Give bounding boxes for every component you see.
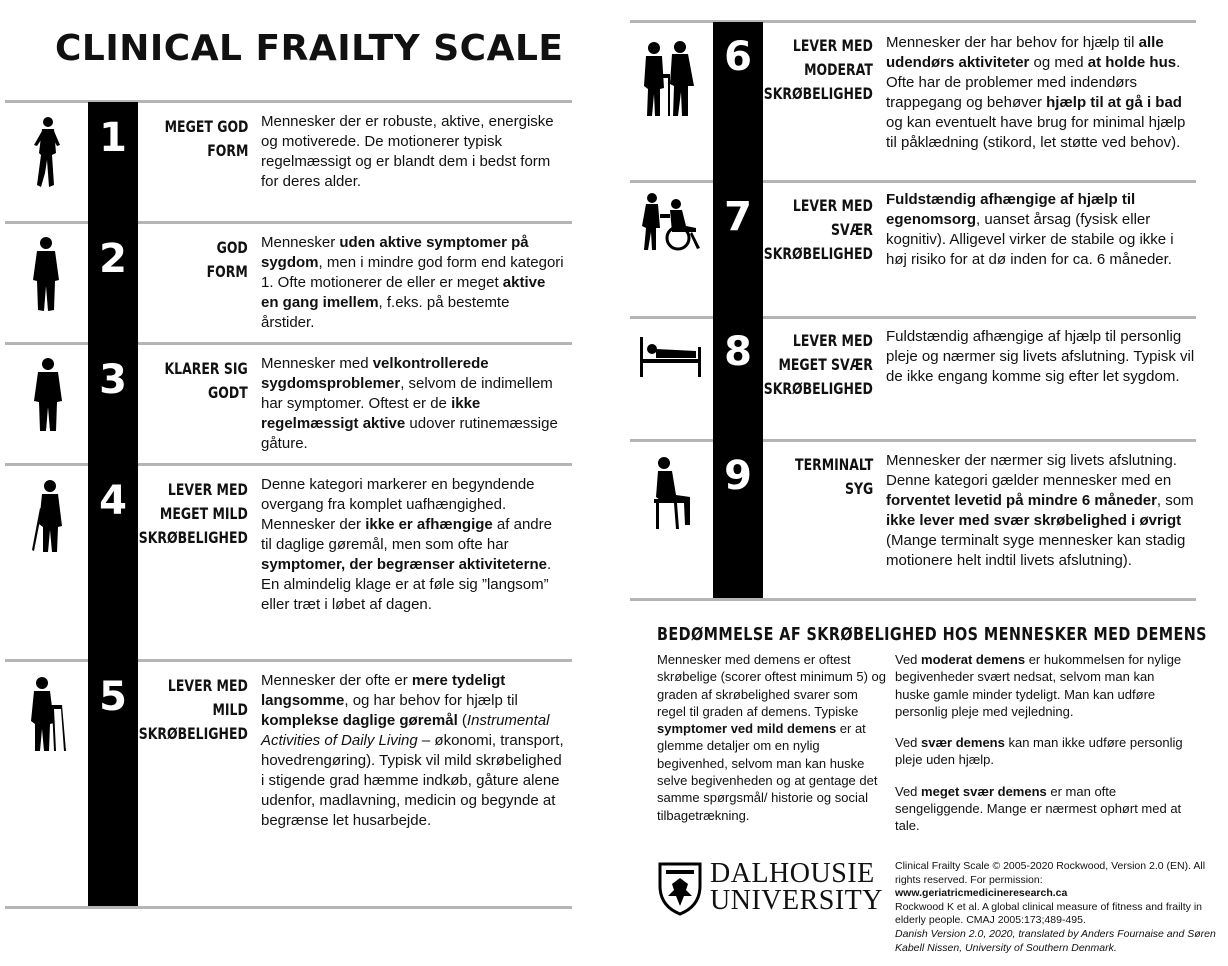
text-segment: Ved bbox=[895, 783, 922, 799]
level-label-line: LEVER MED bbox=[793, 196, 873, 215]
standing-person-icon bbox=[28, 236, 64, 314]
level-description-2 bbox=[261, 233, 566, 333]
text-segment: ( bbox=[457, 712, 467, 729]
text-segment: Ved bbox=[895, 735, 922, 751]
level-label-line: MODERAT bbox=[804, 60, 873, 79]
level-label-5 bbox=[139, 674, 248, 746]
level-label-4 bbox=[139, 478, 248, 550]
level-label-line: MILD bbox=[212, 700, 248, 719]
logo-line-1: DALHOUSIE bbox=[710, 858, 875, 889]
text-segment: Ved bbox=[895, 652, 922, 667]
text-segment: svær demens bbox=[921, 735, 1005, 751]
level-label-line: SKRØBELIGHED bbox=[763, 84, 873, 103]
text-segment: er hukommelsen for nylige begivenheder svært nedsat, selvom man kan huske gamle minder tydeligt. Man kan udføre personlig pleje med vejledning. bbox=[895, 652, 1182, 719]
text-segment: , uanset årsag (fysisk eller kognitiv). Alligevel virker de stabile og ikke i høj risiko for at dø inden for ca. 6 måneder. bbox=[886, 211, 1174, 268]
text-segment: Danish Version 2.0, 2020, translated by Anders Fournaise and Søren Kabell Nissen, University of Southern Denmark. bbox=[895, 927, 1216, 954]
dementia-right-column bbox=[895, 651, 1185, 849]
paragraph bbox=[895, 783, 1185, 835]
text-segment: kan man ikke udføre personlig pleje uden hjælp. bbox=[895, 735, 1183, 768]
credit-line bbox=[895, 901, 1220, 928]
text-segment: Mennesker der nærmer sig livets afslutning. Denne kategori gælder mennesker med en bbox=[886, 452, 1177, 489]
credit-line bbox=[895, 887, 1220, 901]
level-description-8 bbox=[886, 327, 1196, 387]
person-with-cane-icon bbox=[28, 478, 68, 554]
text-segment: Mennesker der har behov for hjælp til bbox=[886, 34, 1139, 51]
dementia-left-column bbox=[657, 651, 887, 838]
dalhousie-crest-icon bbox=[656, 860, 704, 916]
paragraph bbox=[895, 651, 1185, 720]
text-segment: uden aktive symptomer på sygdom bbox=[261, 234, 529, 271]
text-segment: Mennesker med demens er oftest skrøbelige (scorer oftest minimum 5) og graden af skrøbelighed svarer som regel til graden af demens. Typiske bbox=[657, 652, 887, 719]
fit-walker-icon bbox=[30, 115, 64, 190]
text-segment: ikke regelmæssigt aktive bbox=[261, 395, 481, 432]
text-segment: og kan eventuelt have brug for minimal hjælp til påklædning (stikord, let støtte ved behov). bbox=[886, 114, 1186, 151]
text-segment: , selvom de indimellem har symptomer. Oftest er de bbox=[261, 375, 553, 412]
text-segment: er man ofte sengeliggende. Mange er nærmest ophørt med at tale. bbox=[895, 783, 1182, 834]
wheelchair-icon bbox=[636, 192, 704, 252]
level-label-line: TERMINALT bbox=[794, 455, 873, 474]
level-number-2: 2 bbox=[99, 236, 127, 282]
text-segment: . Ofte har de problemer med indendørs trappegang og behøver bbox=[886, 54, 1181, 111]
level-number-7: 7 bbox=[724, 194, 752, 240]
level-number-1: 1 bbox=[99, 115, 127, 161]
level-label-line: SKRØBELIGHED bbox=[138, 528, 248, 547]
level-label-line: LEVER MED bbox=[168, 676, 248, 695]
paragraph bbox=[895, 734, 1185, 769]
level-description-6 bbox=[886, 33, 1196, 153]
text-segment: Clinical Frailty Scale © 2005-2020 Rockwood, Version 2.0 (EN). All rights reserved. For permission: bbox=[895, 860, 1206, 886]
level-label-1 bbox=[164, 115, 248, 163]
level-label-line: MEGET SVÆR bbox=[778, 355, 873, 374]
text-segment: – økonomi, transport, hovedrengøring). Typisk vil mild skrøbelighed i stigende grad hæmme indkøb, gåture alene udenfor, madlavning, medicin og begynde at begrænse let husarbejde. bbox=[261, 732, 564, 829]
level-number-3: 3 bbox=[99, 357, 127, 403]
text-segment: , som bbox=[1156, 492, 1194, 509]
text-segment: komplekse daglige gøremål bbox=[261, 712, 458, 729]
text-segment: , men i mindre god form end kategori 1. Ofte motionerer de eller er meget bbox=[261, 254, 564, 291]
level-description-7 bbox=[886, 190, 1196, 270]
text-segment: moderat demens bbox=[921, 652, 1026, 667]
level-label-line: SYG bbox=[844, 479, 873, 498]
level-label-line: GODT bbox=[208, 383, 248, 402]
text-segment: Mennesker bbox=[261, 234, 340, 251]
level-label-line: SKRØBELIGHED bbox=[138, 724, 248, 743]
bed-icon bbox=[638, 335, 704, 379]
text-segment: symptomer, der begrænser aktiviteterne bbox=[261, 556, 547, 573]
text-segment: forventet levetid på mindre 6 måneder bbox=[886, 492, 1157, 509]
level-label-line: MEGET MILD bbox=[160, 504, 248, 523]
text-segment: www.geriatricmedicineresearch.ca bbox=[895, 887, 1068, 900]
seated-person-icon bbox=[650, 455, 694, 531]
level-number-9: 9 bbox=[724, 453, 752, 499]
divider bbox=[5, 906, 572, 909]
level-label-8 bbox=[764, 329, 873, 401]
level-label-line: KLARER SIG bbox=[164, 359, 248, 378]
credit-line bbox=[895, 928, 1220, 955]
level-label-line: SVÆR bbox=[831, 220, 873, 239]
text-segment: at holde hus bbox=[1087, 54, 1177, 71]
elderly-person-icon bbox=[30, 357, 66, 433]
text-segment: af andre til daglige gøremål, men som ofte har bbox=[261, 516, 552, 553]
level-description-1 bbox=[261, 112, 566, 192]
text-segment: (Mange terminalt syge mennesker kan stadig motionere helt indtil livets afslutning). bbox=[886, 532, 1186, 569]
level-label-7 bbox=[764, 194, 873, 266]
level-label-2 bbox=[207, 236, 248, 284]
page-title: CLINICAL FRAILTY SCALE bbox=[55, 28, 564, 69]
text-segment: er at glemme detaljer om en nylig begivenhed, selvom man kan huske selve begivenheden og at gentage det samme spørgsmål/ historie og social tilbagetrækning. bbox=[657, 721, 878, 823]
level-label-line: SKRØBELIGHED bbox=[763, 244, 873, 263]
level-number-6: 6 bbox=[724, 34, 752, 80]
level-label-line: LEVER MED bbox=[168, 480, 248, 499]
text-segment: , og har behov for hjælp til bbox=[344, 692, 518, 709]
level-description-5 bbox=[261, 671, 566, 831]
copyright-credit bbox=[895, 860, 1220, 955]
level-description-9 bbox=[886, 451, 1196, 571]
level-label-3 bbox=[165, 357, 248, 405]
text-segment: . En almindelig klage er at føle sig ”langsom” eller træt i løbet af dagen. bbox=[261, 556, 552, 613]
text-segment: aktive en gang imellem bbox=[261, 274, 546, 311]
level-label-line: LEVER MED bbox=[793, 36, 873, 55]
text-segment: Rockwood K et al. A global clinical measure of fitness and frailty in elderly people. CMAJ 2005:173;489-495. bbox=[895, 900, 1202, 927]
level-number-4: 4 bbox=[99, 478, 127, 524]
text-segment: Mennesker der er robuste, aktive, energiske og motiverede. De motionerer typisk regelmæssigt og er blandt dem i bedst form for deres alder. bbox=[261, 113, 554, 190]
text-segment: Mennesker med bbox=[261, 355, 373, 372]
text-segment: ikke er afhængige bbox=[365, 516, 493, 533]
text-segment: velkontrollerede sygdomsproblemer bbox=[261, 355, 489, 392]
person-with-walker-icon bbox=[26, 675, 68, 753]
level-label-line: LEVER MED bbox=[793, 331, 873, 350]
level-label-line: SKRØBELIGHED bbox=[763, 379, 873, 398]
level-number-5: 5 bbox=[99, 674, 127, 720]
level-label-line: GOD bbox=[216, 238, 248, 257]
scale-bar bbox=[713, 22, 763, 598]
logo-line-2: UNIVERSITY bbox=[710, 885, 883, 916]
paragraph bbox=[657, 651, 887, 824]
text-segment: meget svær demens bbox=[921, 783, 1047, 799]
level-label-line: FORM bbox=[206, 141, 248, 160]
level-label-line: FORM bbox=[206, 262, 248, 281]
text-segment: ikke lever med svær skrøbelighed i øvrigt bbox=[886, 512, 1182, 529]
level-label-6 bbox=[764, 34, 873, 106]
level-description-3 bbox=[261, 354, 566, 454]
dementia-section-title: BEDØMMELSE AF SKRØBELIGHED HOS MENNESKER MED DEMENS bbox=[657, 624, 1207, 645]
text-segment: Instrumental Activities of Daily Living bbox=[261, 712, 550, 749]
text-segment: Mennesker der ofte er bbox=[261, 672, 412, 689]
level-description-4 bbox=[261, 475, 566, 615]
level-label-9 bbox=[795, 453, 873, 501]
text-segment: alle udendørs aktiviteter bbox=[886, 34, 1164, 71]
university-logo bbox=[710, 860, 883, 914]
assisted-walking-icon bbox=[640, 40, 702, 120]
text-segment: hjælp til at gå i bad bbox=[1046, 94, 1182, 111]
text-segment: , f.eks. på bestemte årstider. bbox=[261, 294, 510, 331]
text-segment: udover rutinemæssige gåture. bbox=[261, 415, 558, 452]
text-segment: symptomer ved mild demens bbox=[657, 721, 837, 737]
level-number-8: 8 bbox=[724, 329, 752, 375]
credit-line bbox=[895, 860, 1220, 887]
text-segment: Fuldstændig afhængige af hjælp til personlig pleje og nærmer sig livets afslutning. Typisk vil de ikke engang komme sig efter let sygdom. bbox=[886, 328, 1195, 385]
text-segment: og med bbox=[1029, 54, 1088, 71]
divider bbox=[630, 598, 1196, 601]
level-label-line: MEGET GOD bbox=[164, 117, 248, 136]
text-segment: Fuldstændig afhængige af hjælp til egenomsorg bbox=[886, 191, 1136, 228]
text-segment: Denne kategori markerer en begyndende overgang fra komplet uafhængighed. Mennesker der bbox=[261, 476, 535, 533]
text-segment: mere tydeligt langsomme bbox=[261, 672, 506, 709]
